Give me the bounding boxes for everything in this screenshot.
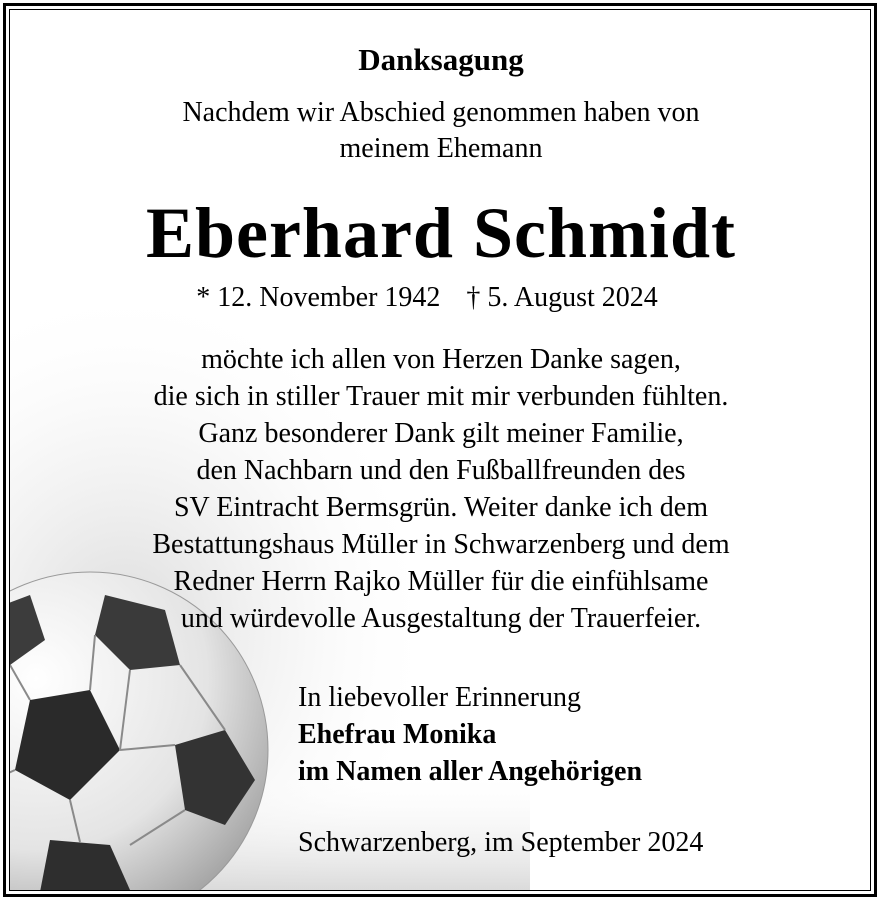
life-dates — [9, 282, 858, 314]
message-line-6: Bestattungshaus Müller in Schwarzenberg und dem — [152, 529, 730, 560]
intro-line-2: meinem Ehemann — [339, 133, 543, 164]
signature-wife: Ehefrau Monika — [298, 719, 497, 750]
birth-date: * 12. November 1942 — [196, 282, 441, 313]
place-date: Schwarzenberg, im September 2024 — [298, 827, 704, 858]
intro-line-1: Nachdem wir Abschied genommen haben von — [182, 97, 700, 128]
deceased-name: Eberhard Schmidt — [145, 193, 737, 273]
message-line-7: Redner Herrn Rajko Müller für die einfühlsame — [173, 566, 709, 597]
message-line-3: Ganz besonderer Dank gilt meiner Familie, — [198, 418, 684, 449]
message-line-8: und würdevolle Ausgestaltung der Trauerfeier. — [180, 603, 702, 634]
remembrance-line: In liebevoller Erinnerung — [298, 682, 582, 713]
message-line-1: möchte ich allen von Herzen Danke sagen, — [201, 344, 681, 375]
message-line-4: den Nachbarn und den Fußballfreunden des — [196, 455, 686, 486]
message-line-5: SV Eintracht Bermsgrün. Weiter danke ich dem — [173, 492, 709, 523]
obituary-card — [9, 9, 871, 891]
message-line-2: die sich in stiller Trauer mit mir verbunden fühlten. — [153, 381, 729, 412]
signature-family: im Namen aller Angehörigen — [298, 756, 643, 787]
page-title: Danksagung — [358, 42, 524, 77]
death-date: † 5. August 2024 — [466, 282, 658, 313]
